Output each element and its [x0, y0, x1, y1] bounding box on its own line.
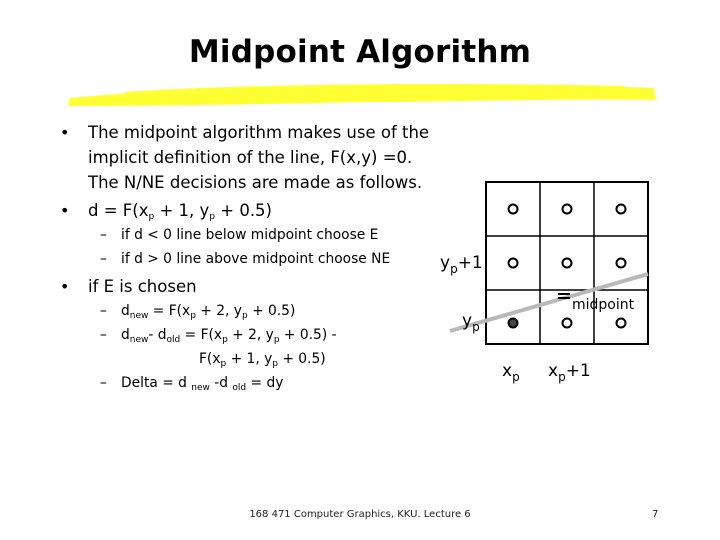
subscript: old [232, 383, 247, 393]
text: + 0.5) - [279, 327, 337, 343]
pixel-circle [563, 319, 572, 328]
bullet-e-chosen [55, 274, 435, 299]
subscript: p [222, 335, 228, 345]
dash-icon: – [100, 375, 107, 391]
pixel-circle [617, 205, 626, 214]
sub-bullet-delta [55, 371, 435, 395]
subscript: old [166, 335, 181, 345]
bullet-intro [55, 120, 435, 195]
subscript: p [190, 311, 196, 321]
text: d = F(x [88, 201, 149, 220]
title-highlight-stroke [64, 76, 660, 110]
text: = F(x [180, 327, 223, 343]
midpoint-grid-diagram [436, 176, 656, 406]
text: F(x [199, 351, 221, 367]
text: + 0.5) [247, 303, 296, 319]
sub-bullet-below [55, 223, 435, 247]
pixel-circle [563, 205, 572, 214]
text: d [121, 327, 130, 343]
bullet-dot-icon: • [60, 123, 70, 142]
pixel-circle [617, 259, 626, 268]
sub-bullet-difference [55, 323, 435, 371]
current-pixel-filled [509, 319, 518, 328]
text: = F(x [148, 303, 191, 319]
footer-text: 168 471 Computer Graphics, KKU. Lecture 6 [249, 509, 471, 520]
text: if d < 0 line below midpoint choose E [121, 227, 379, 243]
dash-icon: – [100, 303, 107, 319]
subscript: new [129, 311, 149, 321]
text: + 1, y [154, 201, 210, 220]
text: d [121, 303, 130, 319]
bullet-dot-icon: • [60, 277, 70, 296]
slide-title: Midpoint Algorithm [188, 34, 532, 70]
dash-icon: – [100, 327, 107, 343]
text: + 0.5) [277, 351, 326, 367]
midpoint-label: midpoint [572, 297, 635, 313]
subscript: new [191, 383, 210, 393]
pixel-circle [563, 259, 572, 268]
text: + 0.5) [215, 201, 272, 220]
page-number: 7 [652, 509, 659, 520]
text: = dy [246, 375, 284, 391]
subscript: p [209, 212, 215, 222]
dash-icon: – [100, 227, 107, 243]
sub-bullet-above [55, 247, 435, 271]
label-xp-plus-1: $x_p+1$ [548, 361, 591, 384]
pixel-circle [617, 319, 626, 328]
text: + 2, y [227, 327, 274, 343]
subscript: p [148, 212, 155, 222]
subscript: p [220, 359, 227, 369]
subscript: p [272, 359, 278, 369]
text: if d > 0 line above midpoint choose NE [121, 251, 391, 267]
text: Delta = d [121, 375, 192, 391]
dash-icon: – [100, 251, 107, 267]
subscript: p [273, 335, 280, 345]
label-xp: $x_p$ [502, 361, 520, 384]
bullet-list [55, 120, 435, 395]
label-yp: $y_p$ [462, 311, 480, 334]
label-yp-plus-1: $y_p+1$ [440, 253, 483, 276]
sub-bullet-dnew [55, 299, 435, 323]
pixel-circle [509, 205, 518, 214]
text: + 2, y [195, 303, 242, 319]
pixel-circle [509, 259, 518, 268]
text: -d [209, 375, 233, 391]
bullet-intro-text: The midpoint algorithm makes use of the implicit definition of the line, F(x,y) =0. The N/NE decisions are made as follows. [88, 123, 430, 192]
subscript: p [241, 311, 248, 321]
subscript: new [129, 335, 149, 345]
bullet-d-def [55, 198, 435, 223]
bullet-dot-icon: • [60, 201, 70, 220]
text: if E is chosen [88, 277, 197, 296]
text: + 1, y [226, 351, 273, 367]
continuation-line [121, 347, 435, 371]
text: - d [148, 327, 167, 343]
